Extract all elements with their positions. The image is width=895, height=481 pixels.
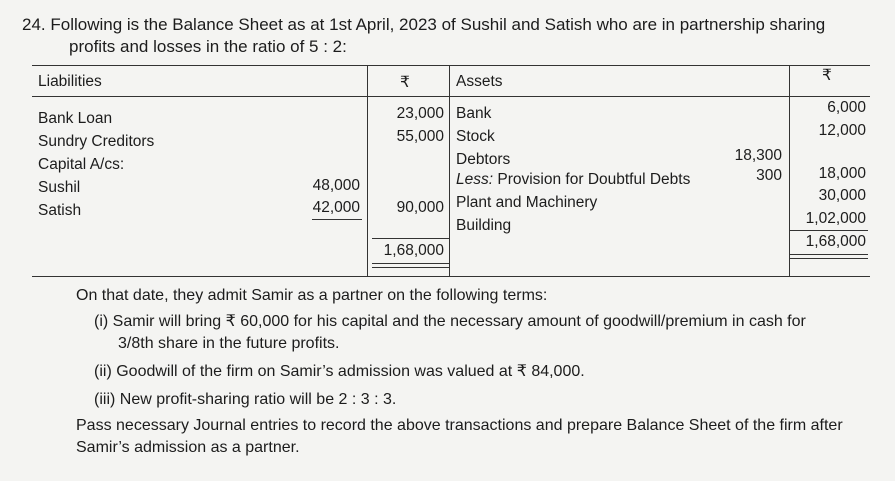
term-iii — [76, 389, 806, 411]
capital-subtotal-rule — [312, 219, 362, 220]
balance-sheet-table — [32, 65, 870, 277]
question-line-2: profits and losses in the ratio of 5 : 2: — [69, 37, 347, 56]
provision-label — [456, 171, 690, 189]
building-label: Building — [456, 217, 512, 234]
admission-terms — [76, 285, 806, 411]
bank-amount: 6,000 — [827, 99, 866, 116]
assets-total-double-rule-2 — [790, 258, 868, 259]
term-i-text: Samir will bring ₹ 60,000 for his capital and the necessary amount of goodwill/premium in cash for — [112, 313, 806, 330]
instruction-paragraph — [76, 415, 843, 459]
header-bottom-rule — [32, 96, 870, 97]
satish-label: Satish — [38, 202, 82, 219]
plant-machinery-label: Plant and Machinery — [456, 194, 598, 211]
term-iii-number: (iii) — [94, 391, 116, 408]
building-amount: 1,02,000 — [805, 210, 866, 227]
stock-label: Stock — [456, 128, 495, 145]
debtors-label: Debtors — [456, 151, 511, 168]
term-i — [76, 311, 806, 333]
sundry-creditors-label: Sundry Creditors — [38, 133, 155, 150]
table-bottom-rule — [32, 276, 870, 277]
provision-amount: 300 — [756, 167, 782, 184]
satish-capital-amount: 42,000 — [312, 199, 360, 216]
term-i-number: (i) — [94, 313, 109, 330]
liabilities-total-top-rule — [372, 238, 449, 239]
center-divider-rule — [449, 65, 450, 277]
assets-amount-column-rule — [789, 65, 790, 277]
liabilities-total: 1,68,000 — [383, 242, 444, 259]
capital-accounts-label: Capital A/cs: — [38, 156, 125, 173]
header-assets: Assets — [456, 73, 503, 90]
instruction-line-1: Pass necessary Journal entries to record the above transactions and prepare Balance Sheet of the firm after — [76, 417, 843, 434]
bank-loan-label: Bank Loan — [38, 110, 113, 127]
assets-total: 1,68,000 — [805, 233, 866, 250]
bank-label: Bank — [456, 105, 492, 122]
assets-total-double-rule-1 — [790, 254, 868, 255]
sundry-creditors-amount: 55,000 — [396, 128, 444, 145]
term-ii — [76, 361, 806, 383]
sushil-capital-amount: 48,000 — [312, 177, 360, 194]
header-liabilities: Liabilities — [38, 73, 102, 90]
term-i-continuation: 3/8th share in the future profits. — [118, 335, 340, 352]
term-ii-text: Goodwill of the firm on Samir’s admission was valued at ₹ 84,000. — [116, 363, 585, 380]
provision-text: Provision for Doubtful Debts — [493, 171, 691, 188]
question-line-1: 24. Following is the Balance Sheet as at 1st April, 2023 of Sushil and Satish who are in partnership sharing — [22, 15, 826, 34]
stock-amount: 12,000 — [818, 122, 866, 139]
question-heading — [22, 14, 825, 58]
term-ii-number: (ii) — [94, 363, 112, 380]
sushil-label: Sushil — [38, 179, 81, 196]
capital-total-amount: 90,000 — [396, 199, 444, 216]
table-top-rule — [32, 65, 870, 66]
bank-loan-amount: 23,000 — [396, 105, 444, 122]
liabilities-total-double-rule-2 — [372, 267, 449, 268]
header-rupee-right: ₹ — [822, 67, 832, 84]
header-rupee-left: ₹ — [400, 74, 410, 91]
liabilities-total-double-rule-1 — [372, 263, 449, 264]
term-iii-text: New profit-sharing ratio will be 2 : 3 : 3. — [119, 391, 397, 408]
liabilities-amount-column-rule — [367, 65, 368, 277]
instruction-line-2: Samir’s admission as a partner. — [76, 439, 300, 456]
debtors-amount: 18,300 — [734, 147, 782, 164]
less-prefix: Less: — [456, 171, 494, 188]
plant-machinery-amount: 30,000 — [818, 187, 866, 204]
net-debtors-amount: 18,000 — [818, 165, 866, 182]
terms-intro: On that date, they admit Samir as a partner on the following terms: — [76, 287, 548, 304]
assets-total-top-rule — [790, 230, 868, 231]
